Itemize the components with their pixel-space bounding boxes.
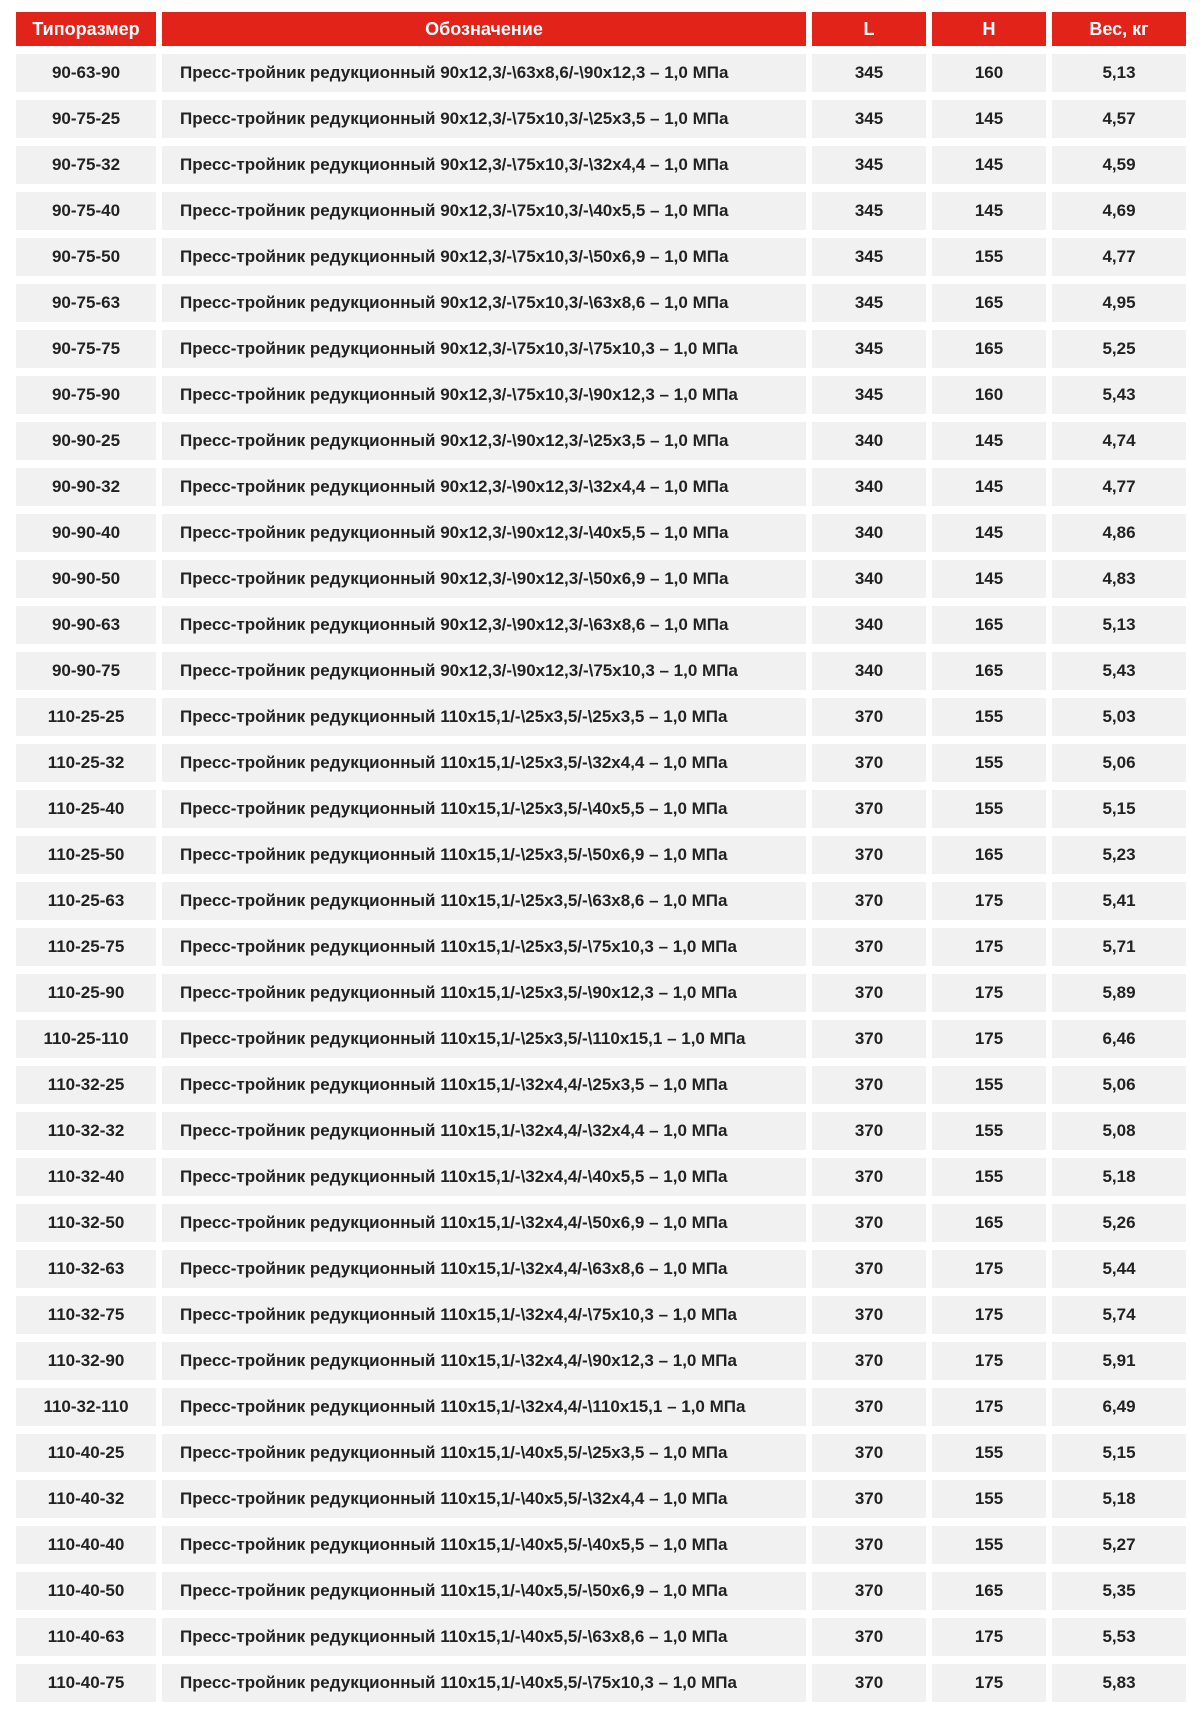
cell-h: 145 [932,422,1046,460]
cell-size: 110-32-90 [16,1342,156,1380]
cell-h: 165 [932,1572,1046,1610]
cell-weight: 6,49 [1052,1388,1186,1426]
cell-size: 90-90-50 [16,560,156,598]
table-row [16,1618,1186,1656]
table-row [16,238,1186,276]
cell-weight: 5,13 [1052,606,1186,644]
cell-weight: 5,06 [1052,744,1186,782]
table-row [16,652,1186,690]
table-row [16,882,1186,920]
cell-size: 90-90-75 [16,652,156,690]
cell-h: 145 [932,192,1046,230]
cell-designation: Пресс-тройник редукционный 110х15,1/-\40х5,5/-\32х4,4 – 1,0 МПа [162,1480,806,1518]
cell-designation: Пресс-тройник редукционный 110х15,1/-\32х4,4/-\25х3,5 – 1,0 МПа [162,1066,806,1104]
cell-h: 175 [932,928,1046,966]
cell-l: 370 [812,1112,926,1150]
cell-l: 370 [812,1434,926,1472]
cell-size: 90-90-40 [16,514,156,552]
cell-size: 90-75-40 [16,192,156,230]
table-row [16,1250,1186,1288]
cell-designation: Пресс-тройник редукционный 90х12,3/-\75х10,3/-\63х8,6 – 1,0 МПа [162,284,806,322]
cell-size: 110-25-25 [16,698,156,736]
cell-weight: 5,83 [1052,1664,1186,1702]
cell-designation: Пресс-тройник редукционный 90х12,3/-\90х12,3/-\63х8,6 – 1,0 МПа [162,606,806,644]
cell-size: 110-40-75 [16,1664,156,1702]
table-row [16,330,1186,368]
cell-size: 90-75-25 [16,100,156,138]
cell-h: 175 [932,1250,1046,1288]
cell-h: 155 [932,744,1046,782]
cell-l: 370 [812,1250,926,1288]
cell-l: 345 [812,238,926,276]
cell-designation: Пресс-тройник редукционный 110х15,1/-\25х3,5/-\25х3,5 – 1,0 МПа [162,698,806,736]
cell-weight: 5,71 [1052,928,1186,966]
cell-designation: Пресс-тройник редукционный 90х12,3/-\90х12,3/-\50х6,9 – 1,0 МПа [162,560,806,598]
table-body [16,54,1186,1702]
cell-l: 370 [812,836,926,874]
cell-size: 90-90-25 [16,422,156,460]
cell-size: 110-25-75 [16,928,156,966]
cell-size: 90-75-50 [16,238,156,276]
table-row [16,1572,1186,1610]
cell-l: 370 [812,1066,926,1104]
cell-designation: Пресс-тройник редукционный 110х15,1/-\25х3,5/-\110х15,1 – 1,0 МПа [162,1020,806,1058]
table-row [16,514,1186,552]
cell-designation: Пресс-тройник редукционный 90х12,3/-\75х10,3/-\40х5,5 – 1,0 МПа [162,192,806,230]
table-row [16,468,1186,506]
header-h: H [932,12,1046,46]
cell-l: 345 [812,192,926,230]
cell-designation: Пресс-тройник редукционный 90х12,3/-\75х10,3/-\32х4,4 – 1,0 МПа [162,146,806,184]
table-row [16,698,1186,736]
cell-weight: 5,13 [1052,54,1186,92]
cell-weight: 5,35 [1052,1572,1186,1610]
cell-weight: 5,03 [1052,698,1186,736]
cell-designation: Пресс-тройник редукционный 90х12,3/-\75х10,3/-\75х10,3 – 1,0 МПа [162,330,806,368]
cell-h: 165 [932,1204,1046,1242]
cell-h: 165 [932,652,1046,690]
cell-designation: Пресс-тройник редукционный 110х15,1/-\32х4,4/-\110х15,1 – 1,0 МПа [162,1388,806,1426]
cell-l: 340 [812,652,926,690]
cell-l: 370 [812,1342,926,1380]
cell-size: 90-75-90 [16,376,156,414]
cell-designation: Пресс-тройник редукционный 90х12,3/-\90х12,3/-\75х10,3 – 1,0 МПа [162,652,806,690]
cell-h: 175 [932,1296,1046,1334]
cell-l: 345 [812,54,926,92]
cell-weight: 5,44 [1052,1250,1186,1288]
cell-designation: Пресс-тройник редукционный 90х12,3/-\90х12,3/-\32х4,4 – 1,0 МПа [162,468,806,506]
cell-weight: 4,57 [1052,100,1186,138]
cell-weight: 5,43 [1052,652,1186,690]
table-row [16,1342,1186,1380]
cell-h: 155 [932,1158,1046,1196]
cell-h: 155 [932,1526,1046,1564]
header-l: L [812,12,926,46]
table-header-row [16,12,1186,46]
cell-l: 370 [812,744,926,782]
cell-l: 370 [812,1388,926,1426]
cell-h: 155 [932,790,1046,828]
cell-size: 110-25-32 [16,744,156,782]
table-row [16,284,1186,322]
cell-weight: 4,83 [1052,560,1186,598]
cell-designation: Пресс-тройник редукционный 110х15,1/-\40х5,5/-\75х10,3 – 1,0 МПа [162,1664,806,1702]
cell-l: 370 [812,1158,926,1196]
table-row [16,1434,1186,1472]
cell-h: 145 [932,514,1046,552]
table-row [16,1020,1186,1058]
header-size: Типоразмер [16,12,156,46]
cell-size: 110-32-40 [16,1158,156,1196]
cell-l: 370 [812,1020,926,1058]
cell-weight: 5,15 [1052,1434,1186,1472]
cell-l: 370 [812,1526,926,1564]
cell-size: 110-32-75 [16,1296,156,1334]
cell-size: 110-25-90 [16,974,156,1012]
cell-designation: Пресс-тройник редукционный 110х15,1/-\25х3,5/-\63х8,6 – 1,0 МПа [162,882,806,920]
cell-weight: 5,25 [1052,330,1186,368]
cell-h: 145 [932,468,1046,506]
cell-l: 370 [812,974,926,1012]
cell-h: 165 [932,284,1046,322]
cell-h: 155 [932,1434,1046,1472]
cell-l: 345 [812,330,926,368]
table-row [16,1526,1186,1564]
header-designation: Обозначение [162,12,806,46]
cell-h: 145 [932,100,1046,138]
table-row [16,1158,1186,1196]
cell-weight: 5,89 [1052,974,1186,1012]
cell-l: 370 [812,1618,926,1656]
cell-l: 345 [812,284,926,322]
cell-l: 340 [812,606,926,644]
cell-l: 340 [812,560,926,598]
cell-l: 370 [812,1572,926,1610]
cell-size: 110-40-25 [16,1434,156,1472]
cell-h: 155 [932,238,1046,276]
cell-l: 370 [812,1296,926,1334]
cell-weight: 4,69 [1052,192,1186,230]
cell-designation: Пресс-тройник редукционный 110х15,1/-\40х5,5/-\40х5,5 – 1,0 МПа [162,1526,806,1564]
cell-designation: Пресс-тройник редукционный 90х12,3/-\90х12,3/-\40х5,5 – 1,0 МПа [162,514,806,552]
cell-weight: 4,86 [1052,514,1186,552]
cell-size: 110-40-63 [16,1618,156,1656]
cell-h: 155 [932,1066,1046,1104]
cell-h: 175 [932,882,1046,920]
cell-weight: 5,18 [1052,1158,1186,1196]
table-row [16,1296,1186,1334]
cell-weight: 5,06 [1052,1066,1186,1104]
cell-designation: Пресс-тройник редукционный 110х15,1/-\25х3,5/-\50х6,9 – 1,0 МПа [162,836,806,874]
cell-h: 155 [932,698,1046,736]
cell-size: 90-90-32 [16,468,156,506]
cell-weight: 5,91 [1052,1342,1186,1380]
table-row [16,1388,1186,1426]
cell-size: 110-32-32 [16,1112,156,1150]
cell-size: 90-75-63 [16,284,156,322]
cell-weight: 5,08 [1052,1112,1186,1150]
header-weight: Вес, кг [1052,12,1186,46]
cell-l: 340 [812,468,926,506]
cell-size: 110-40-50 [16,1572,156,1610]
cell-weight: 5,18 [1052,1480,1186,1518]
cell-designation: Пресс-тройник редукционный 90х12,3/-\75х10,3/-\25х3,5 – 1,0 МПа [162,100,806,138]
cell-designation: Пресс-тройник редукционный 110х15,1/-\25х3,5/-\75х10,3 – 1,0 МПа [162,928,806,966]
cell-size: 90-75-32 [16,146,156,184]
table-row [16,1664,1186,1702]
cell-designation: Пресс-тройник редукционный 110х15,1/-\25х3,5/-\90х12,3 – 1,0 МПа [162,974,806,1012]
spec-table [16,12,1186,1710]
cell-h: 145 [932,560,1046,598]
cell-designation: Пресс-тройник редукционный 110х15,1/-\25х3,5/-\40х5,5 – 1,0 МПа [162,790,806,828]
cell-size: 110-40-40 [16,1526,156,1564]
cell-size: 110-32-50 [16,1204,156,1242]
cell-weight: 5,74 [1052,1296,1186,1334]
cell-size: 110-25-40 [16,790,156,828]
cell-weight: 4,74 [1052,422,1186,460]
cell-designation: Пресс-тройник редукционный 90х12,3/-\75х10,3/-\90х12,3 – 1,0 МПа [162,376,806,414]
cell-weight: 6,46 [1052,1020,1186,1058]
cell-l: 370 [812,882,926,920]
cell-h: 145 [932,146,1046,184]
table-row [16,560,1186,598]
table-row [16,790,1186,828]
cell-h: 175 [932,974,1046,1012]
cell-size: 110-25-110 [16,1020,156,1058]
table-row [16,54,1186,92]
cell-weight: 4,95 [1052,284,1186,322]
cell-size: 110-25-50 [16,836,156,874]
cell-l: 340 [812,422,926,460]
cell-h: 165 [932,330,1046,368]
table-row [16,1066,1186,1104]
table-row [16,974,1186,1012]
table-row [16,376,1186,414]
cell-weight: 4,59 [1052,146,1186,184]
cell-designation: Пресс-тройник редукционный 110х15,1/-\32х4,4/-\50х6,9 – 1,0 МПа [162,1204,806,1242]
cell-size: 110-40-32 [16,1480,156,1518]
cell-designation: Пресс-тройник редукционный 110х15,1/-\40х5,5/-\50х6,9 – 1,0 МПа [162,1572,806,1610]
cell-size: 110-32-63 [16,1250,156,1288]
cell-l: 345 [812,146,926,184]
cell-h: 175 [932,1342,1046,1380]
cell-weight: 5,26 [1052,1204,1186,1242]
cell-size: 90-90-63 [16,606,156,644]
table-row [16,1112,1186,1150]
cell-h: 175 [932,1664,1046,1702]
cell-h: 175 [932,1618,1046,1656]
table-row [16,836,1186,874]
cell-weight: 4,77 [1052,468,1186,506]
cell-designation: Пресс-тройник редукционный 110х15,1/-\32х4,4/-\90х12,3 – 1,0 МПа [162,1342,806,1380]
table-row [16,1204,1186,1242]
cell-designation: Пресс-тройник редукционный 110х15,1/-\32х4,4/-\63х8,6 – 1,0 МПа [162,1250,806,1288]
cell-h: 175 [932,1388,1046,1426]
table-row [16,100,1186,138]
cell-l: 340 [812,514,926,552]
cell-l: 370 [812,790,926,828]
cell-weight: 5,27 [1052,1526,1186,1564]
cell-l: 370 [812,1480,926,1518]
cell-weight: 5,41 [1052,882,1186,920]
cell-weight: 5,15 [1052,790,1186,828]
table-row [16,928,1186,966]
cell-h: 165 [932,836,1046,874]
cell-h: 175 [932,1020,1046,1058]
cell-size: 110-32-25 [16,1066,156,1104]
cell-h: 160 [932,54,1046,92]
cell-h: 160 [932,376,1046,414]
cell-designation: Пресс-тройник редукционный 90х12,3/-\75х10,3/-\50х6,9 – 1,0 МПа [162,238,806,276]
cell-l: 370 [812,1664,926,1702]
cell-h: 165 [932,606,1046,644]
cell-designation: Пресс-тройник редукционный 110х15,1/-\32х4,4/-\75х10,3 – 1,0 МПа [162,1296,806,1334]
cell-size: 110-25-63 [16,882,156,920]
cell-weight: 5,23 [1052,836,1186,874]
cell-designation: Пресс-тройник редукционный 110х15,1/-\25х3,5/-\32х4,4 – 1,0 МПа [162,744,806,782]
cell-weight: 5,53 [1052,1618,1186,1656]
cell-size: 90-75-75 [16,330,156,368]
cell-l: 370 [812,698,926,736]
table-row [16,192,1186,230]
cell-size: 110-32-110 [16,1388,156,1426]
cell-designation: Пресс-тройник редукционный 90х12,3/-\90х12,3/-\25х3,5 – 1,0 МПа [162,422,806,460]
cell-l: 370 [812,928,926,966]
table-row [16,146,1186,184]
cell-designation: Пресс-тройник редукционный 110х15,1/-\32х4,4/-\32х4,4 – 1,0 МПа [162,1112,806,1150]
table-row [16,422,1186,460]
cell-h: 155 [932,1112,1046,1150]
cell-designation: Пресс-тройник редукционный 110х15,1/-\40х5,5/-\63х8,6 – 1,0 МПа [162,1618,806,1656]
cell-l: 345 [812,376,926,414]
cell-l: 345 [812,100,926,138]
cell-size: 90-63-90 [16,54,156,92]
table-row [16,606,1186,644]
cell-weight: 5,43 [1052,376,1186,414]
cell-designation: Пресс-тройник редукционный 110х15,1/-\40х5,5/-\25х3,5 – 1,0 МПа [162,1434,806,1472]
cell-weight: 4,77 [1052,238,1186,276]
cell-l: 370 [812,1204,926,1242]
table-row [16,744,1186,782]
table-row [16,1480,1186,1518]
cell-designation: Пресс-тройник редукционный 110х15,1/-\32х4,4/-\40х5,5 – 1,0 МПа [162,1158,806,1196]
cell-h: 155 [932,1480,1046,1518]
cell-designation: Пресс-тройник редукционный 90х12,3/-\63х8,6/-\90х12,3 – 1,0 МПа [162,54,806,92]
